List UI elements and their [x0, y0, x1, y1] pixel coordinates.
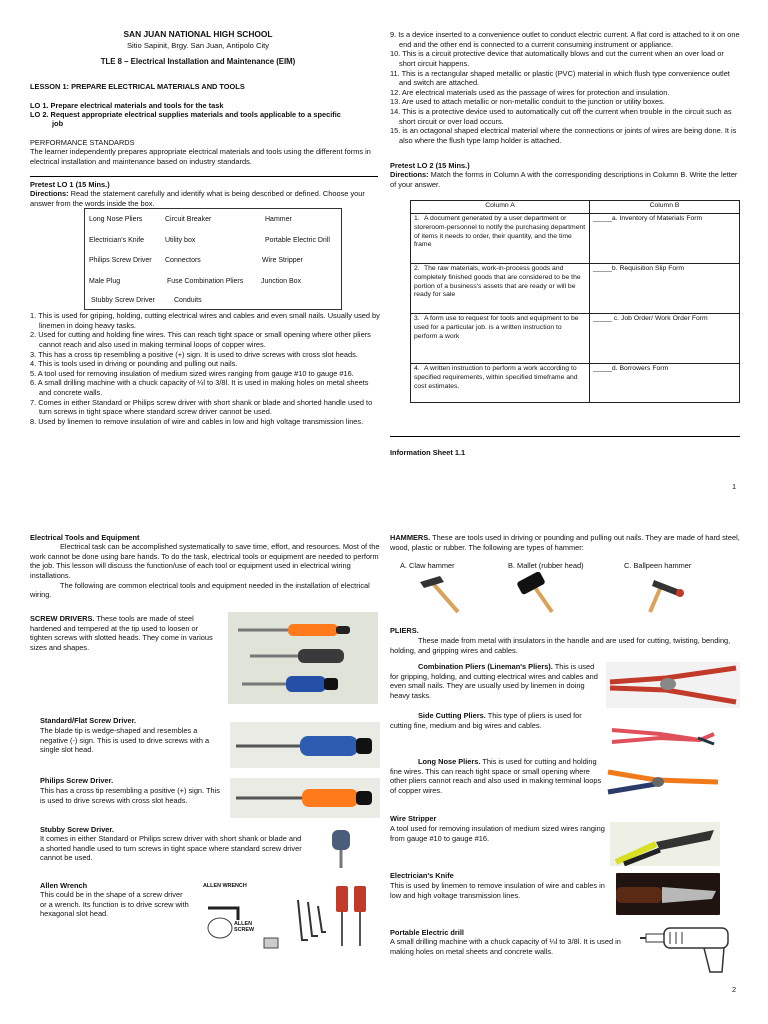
stubby-screwdriver-text: It comes in either Standard or Philips screw driver with short shank or blade and a shorted handle used to turn screws in tight space where standard screw driver cannot be used.	[40, 834, 302, 863]
performance-heading: PERFORMANCE STANDARDS	[30, 138, 135, 147]
lo2-line2: job	[52, 119, 64, 128]
long-nose-heading: Long Nose Pliers.	[418, 757, 481, 766]
electric-drill-illustration	[640, 920, 740, 976]
question: 15. is an octagonal shaped electrical material where the connections or joints of wires are being done. It is also where the flush type lamp holder is attached.	[390, 126, 737, 145]
directions-label: Directions:	[30, 189, 69, 198]
divider	[30, 176, 378, 177]
question: 13. Are used to attach metallic or non-metallic conduit to the junction or utility boxes.	[390, 97, 665, 107]
table-header	[411, 201, 740, 214]
directions-text: Match the forms in Column A with the corresponding descriptions in Column B. Write the letter of your answer.	[390, 170, 738, 189]
allen-screw-label: ALLEN SCREW	[234, 921, 255, 933]
table-row	[411, 264, 740, 314]
hammer-type: B. Mallet (rubber head)	[508, 561, 584, 570]
column-b-cell: _____d. Borrowers Form	[590, 364, 740, 403]
allen-wrench-text: This could be in the shape of a screw driver or a wrench. Its function is to drive screw with hexagonal slot head.	[40, 890, 189, 919]
column-a-cell	[411, 264, 590, 314]
long-nose-block	[390, 757, 602, 796]
stubby-screwdriver-photo	[328, 828, 354, 872]
pretest2-directions	[390, 170, 742, 189]
allen-wrench-heading: Allen Wrench	[40, 881, 88, 890]
lo1: LO 1. Prepare electrical materials and tools for the task	[30, 101, 224, 110]
table-row	[411, 364, 740, 403]
column-a-cell	[411, 314, 590, 364]
flat-screwdriver-photo	[230, 722, 380, 768]
allen-wrench-label: ALLEN WRENCH	[203, 883, 247, 889]
lo2-line1: LO 2. Request appropriate electrical supplies materials and tools applicable to a specific	[30, 110, 341, 119]
word-item: Conduits	[174, 297, 202, 304]
pretest1-directions	[30, 189, 380, 208]
page-number: 1	[732, 482, 737, 491]
column-b-cell: _____ c. Job Order/ Work Order Form	[590, 314, 740, 364]
word-item: Portable Electric Drill	[265, 237, 330, 244]
question: 6. A small drilling machine with a chuck capacity of ¼l to 3/8l. It is used in making holes on metal sheets and concrete walls.	[30, 378, 369, 397]
wire-stripper-heading: Wire Stripper	[390, 814, 437, 823]
info-sheet-title: Information Sheet 1.1	[390, 448, 466, 457]
question: 1. This is used for griping, holding, cutting electrical wires and cables and even small nails. Usually used by linemen in doing heavy tasks.	[30, 311, 380, 330]
question: 4. This is tools used in driving or pounding and pulling out nails.	[30, 359, 238, 369]
question: 14. This is a protective device used to automatically cut off the current when trouble in the circuit such as short circuit or over load occurs.	[390, 107, 732, 126]
screwdrivers-block	[30, 614, 222, 653]
flat-screwdriver-text: The blade tip is wedge-shaped and resembles a negative (-) sign. This is used to drive screws with a single slot head.	[40, 726, 210, 755]
row-text: A document generated by a user department or storeroom-personnel to notify the purchasing department of items it needs to order, their quantity, and the time frame	[414, 215, 586, 249]
question: 10. This is a circuit protective device that automatically blows and cut the current when an over load or short circuit happens.	[390, 49, 724, 68]
row-number: 2.	[414, 265, 420, 272]
screwdrivers-heading: SCREW DRIVERS.	[30, 614, 95, 623]
wire-stripper-photo	[610, 822, 720, 866]
word-item: Utility box	[165, 237, 196, 244]
electricians-knife-text: This is used by linemen to remove insulation of wire and cables in low and high voltage transmission lines.	[390, 881, 605, 900]
combination-pliers-block	[390, 662, 600, 701]
course-title: TLE 8 – Electrical Installation and Maintenance (EIM)	[100, 57, 296, 66]
pretest2-title: Pretest LO 2 (15 Mins.)	[390, 161, 470, 170]
question: 12. Are electrical materials used as the passage of wires for protection and insulation.	[390, 87, 670, 97]
side-cutting-pliers-photo	[610, 716, 718, 754]
question: 7. Comes in either Standard or Philips screw driver with short shank or blade and shorted handle used to turn screws in tight space where standard screw driver cannot be used.	[30, 397, 373, 417]
ballpeen-hammer-image	[644, 572, 692, 616]
long-nose-text: This is used for cutting and holding fine wires. This can reach tight space or small opening where other pliers cannot reach and also used in making terminal loops of copper wires.	[390, 757, 602, 795]
stubby-screwdriver-heading: Stubby Screw Driver.	[40, 825, 114, 834]
school-name: SAN JUAN NATIONAL HIGH SCHOOL	[123, 29, 273, 39]
column-b-cell: _____a. Inventory of Materials Form	[590, 214, 740, 264]
hammer-type: C. Ballpeen hammer	[624, 561, 692, 570]
question: 8. Used by linemen to remove insulation of wire and cables in low and high voltage transmission lines.	[30, 416, 364, 426]
intro-paragraph: The following are common electrical tools and equipment needed in the installation of electrical wiring.	[30, 580, 370, 600]
question-list-left	[30, 311, 380, 427]
question: 5. A tool used for removing insulation of medium sized wires ranging from gauge #10 to gauge #16.	[30, 368, 354, 378]
word-item: Hammer	[265, 216, 292, 223]
flat-screwdriver-heading: Standard/Flat Screw Driver.	[40, 716, 137, 725]
philips-screwdriver-photo	[230, 778, 380, 818]
philips-screwdriver-text: This has a cross tip resembling a positive (+) sign. This is used to drive screws with cross slot heads.	[40, 786, 220, 805]
hammer-type: A. Claw hammer	[400, 561, 455, 570]
question-list-right	[390, 30, 742, 146]
table-row	[411, 314, 740, 364]
hammers-text: These are tools used in driving or pounding and pulling out nails. They are made of hard steel, wood, plastic or rubber. The following are types of hammer:	[390, 533, 740, 552]
row-text: A written instruction to perform a work according to specified requirements, within specified timeframe and cost estimates.	[414, 365, 578, 390]
matching-table	[410, 200, 740, 403]
electric-drill-heading: Portable Electric drill	[390, 928, 464, 937]
claw-hammer-image	[418, 572, 466, 616]
word-item: Stubby Screw Driver	[91, 297, 155, 304]
school-address: Sitio Sapinit, Brgy. San Juan, Antipolo City	[126, 41, 270, 50]
word-item: Electrician's Knife	[89, 237, 145, 244]
pliers-text-body: These made from metal with insulators in the handle and are used for cutting, twisting, bending, holding, and gripping wires and cables.	[390, 636, 731, 655]
intro	[30, 542, 380, 600]
question: 9. Is a device inserted to a convenience outlet to conduct electric current. A flat cord is attached to it on one end and the other end is connected to a current consuming instrument or appliance.	[390, 30, 740, 49]
side-cutting-heading: Side Cutting Pliers.	[418, 711, 486, 720]
column-a-header: Column A	[411, 201, 590, 214]
row-text: A form use to request for tools and equipment to be used for a particular job. is a written instruction to perform a work	[414, 315, 579, 340]
word-item: Connectors	[165, 257, 201, 264]
word-item: Long Nose Pliers	[89, 216, 143, 223]
word-item: Fuse Combination Pliers	[167, 278, 244, 285]
question: 2. Used for cutting and holding fine wires. This can reach tight space or small opening where other pliers cannot reach and also used in making terminal loops of copper wires.	[30, 330, 371, 349]
section-title: Electrical Tools and Equipment	[30, 533, 140, 542]
screwdrivers-text: These tools are made of steel hardened and tempered at the tip used to loosen or tighten screws with slotted heads. They come in various sizes and shapes.	[30, 614, 213, 652]
hammers-block	[390, 533, 742, 552]
column-a-cell	[411, 214, 590, 264]
word-box	[84, 208, 342, 310]
mallet-image	[514, 572, 562, 616]
performance-text: The learner independently prepares appropriate electrical materials and tools using the different forms in electrical installation and maintenance based on industry standards.	[30, 147, 371, 166]
pliers-text	[390, 636, 742, 655]
philips-screwdriver-heading: Philips Screw Driver.	[40, 776, 114, 785]
row-number: 1.	[414, 215, 420, 222]
column-b-cell: _____b. Requisition Slip Form	[590, 264, 740, 314]
electricians-knife-heading: Electrician's Knife	[390, 871, 454, 880]
word-item: Male Plug	[89, 278, 121, 285]
word-item: Junction Box	[261, 278, 302, 285]
word-item: Circuit Breaker	[165, 216, 212, 223]
side-cutting-block	[390, 711, 605, 730]
pretest1-title: Pretest LO 1 (15 Mins.)	[30, 180, 110, 189]
intro-paragraph: Electrical task can be accomplished systematically to save time, effort, and resources. Most of the work cannot be done using bare hands. To do the task, electrical tools or equipment are needed to perform the job. This lesson will discuss the function/use of each tool or equipment used in electrical wiring installations.	[30, 542, 380, 580]
long-nose-pliers-photo	[604, 760, 722, 802]
combination-pliers-photo	[606, 662, 740, 708]
table-row	[411, 214, 740, 264]
page-number: 2	[732, 985, 737, 994]
column-a-cell	[411, 364, 590, 403]
pliers-heading: PLIERS.	[390, 626, 419, 635]
question: 3. This has a cross tip resembling a positive (+) sign. It is used to drive screws with cross slot heads.	[30, 349, 358, 359]
wire-stripper-text: A tool used for removing insulation of medium sized wires ranging from gauge #10 to gauge #16.	[390, 824, 605, 843]
combination-pliers-heading: Combination Pliers (Lineman's Pliers).	[418, 662, 553, 671]
word-item: Wire Stripper	[262, 257, 303, 264]
electricians-knife-photo	[616, 873, 720, 915]
side-cutting-text: This type of pliers is used for cutting fine, medium and big wires and cables.	[390, 711, 582, 730]
directions-label: Directions:	[390, 170, 429, 179]
row-text: The raw materials, work-in-process goods and completely finished goods that are considered to be the portion of a business's assets that are ready or will be ready for sale	[414, 265, 581, 299]
word-item: Philips Screw Driver	[89, 257, 152, 264]
allen-wrench-illustration	[198, 880, 378, 952]
combination-pliers-text: This is used for gripping, holding, and cutting electrical wires and cables and even small nails. They are usually used by linemen in doing heavy tasks.	[390, 662, 598, 700]
divider	[390, 436, 740, 437]
electric-drill-text: A small drilling machine with a chuck capacity of ¼l to 3/8l. It is used in making holes on metal sheets and concrete walls.	[390, 937, 621, 956]
column-b-header: Column B	[590, 201, 740, 214]
lesson-title: LESSON 1: PREPARE ELECTRICAL MATERIALS AND TOOLS	[30, 82, 245, 91]
row-number: 4.	[414, 365, 420, 372]
hammers-heading: HAMMERS.	[390, 533, 431, 542]
question: 11. This is a rectangular shaped metallic or plastic (PVC) material in which flush type convenience outlet and switch are attached.	[390, 68, 730, 88]
screwdrivers-photo	[228, 612, 378, 704]
row-number: 3.	[414, 315, 420, 322]
directions-text: Read the statement carefully and identify what is being described or defined. Choose your answer from the words inside the box.	[30, 189, 365, 208]
